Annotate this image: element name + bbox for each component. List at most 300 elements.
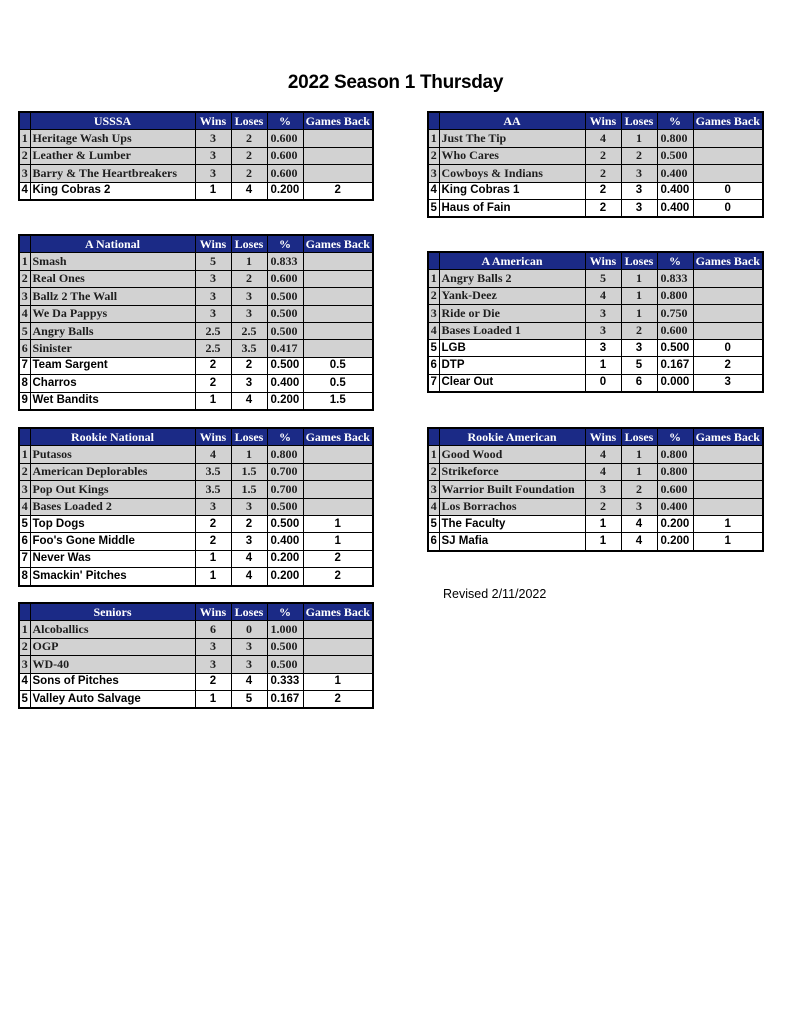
table-row (428, 147, 763, 164)
team-name: Top Dogs (30, 515, 195, 532)
team-name: Team Sargent (30, 357, 195, 374)
header-wins: Wins (195, 112, 231, 130)
loses-cell: 2 (231, 357, 267, 374)
wins-cell: 3 (195, 270, 231, 287)
loses-cell: 2 (231, 515, 267, 532)
team-name: King Cobras 1 (439, 182, 585, 199)
loses-cell: 3 (621, 165, 657, 182)
header-games-back: Games Back (303, 112, 373, 130)
rank-cell: 4 (428, 182, 439, 199)
pct-cell: 0.833 (657, 270, 693, 287)
pct-cell: 0.200 (267, 392, 303, 410)
pct-cell: 0.800 (657, 287, 693, 304)
rank-cell: 2 (428, 463, 439, 480)
loses-cell: 1 (621, 287, 657, 304)
table-row (428, 533, 763, 551)
wins-cell: 3 (195, 130, 231, 147)
loses-cell: 3 (231, 638, 267, 655)
header-pct: % (267, 235, 303, 253)
wins-cell: 1 (585, 533, 621, 551)
wins-cell: 3.5 (195, 463, 231, 480)
table-row (19, 638, 373, 655)
games-back-cell (303, 147, 373, 164)
division-name: A American (439, 252, 585, 270)
team-name: We Da Pappys (30, 305, 195, 322)
rank-cell: 4 (19, 498, 30, 515)
team-name: Heritage Wash Ups (30, 130, 195, 147)
rank-cell: 6 (19, 340, 30, 357)
rank-cell: 1 (428, 270, 439, 287)
loses-cell: 4 (231, 673, 267, 690)
games-back-cell (303, 165, 373, 182)
loses-cell: 2 (621, 481, 657, 498)
header-loses: Loses (231, 235, 267, 253)
header-pct: % (657, 252, 693, 270)
wins-cell: 2.5 (195, 340, 231, 357)
team-name: The Faculty (439, 515, 585, 532)
header-pct: % (267, 428, 303, 446)
rank-cell: 1 (19, 253, 30, 270)
division-table-rookie-american (427, 427, 764, 552)
games-back-cell (693, 305, 763, 322)
table-row (428, 446, 763, 463)
wins-cell: 2 (195, 375, 231, 392)
table-row (428, 270, 763, 287)
games-back-cell (303, 656, 373, 673)
games-back-cell (303, 463, 373, 480)
header-blank (19, 235, 30, 253)
team-name: Sinister (30, 340, 195, 357)
division-name: AA (439, 112, 585, 130)
wins-cell: 4 (585, 463, 621, 480)
rank-cell: 6 (19, 533, 30, 550)
table-row (19, 322, 373, 339)
games-back-cell (693, 446, 763, 463)
table-row (19, 147, 373, 164)
rank-cell: 6 (428, 533, 439, 551)
header-games-back: Games Back (693, 428, 763, 446)
games-back-cell: 2 (303, 568, 373, 586)
games-back-cell (303, 340, 373, 357)
pct-cell: 0.167 (267, 690, 303, 708)
games-back-cell (693, 498, 763, 515)
games-back-cell (303, 498, 373, 515)
games-back-cell (303, 253, 373, 270)
loses-cell: 0 (231, 621, 267, 638)
loses-cell: 1 (621, 305, 657, 322)
table-row (19, 392, 373, 410)
games-back-cell: 0.5 (303, 357, 373, 374)
pct-cell: 0.417 (267, 340, 303, 357)
table-row (19, 550, 373, 567)
games-back-cell (303, 446, 373, 463)
wins-cell: 3 (195, 147, 231, 164)
header-games-back: Games Back (303, 603, 373, 621)
team-name: Smash (30, 253, 195, 270)
division-table-rookie-national (18, 427, 374, 587)
header-blank (19, 428, 30, 446)
rank-cell: 7 (19, 550, 30, 567)
rank-cell: 3 (428, 165, 439, 182)
pct-cell: 0.400 (267, 375, 303, 392)
rank-cell: 5 (19, 515, 30, 532)
division-table-a-american (427, 251, 764, 393)
games-back-cell (693, 481, 763, 498)
wins-cell: 3 (195, 288, 231, 305)
team-name: Cowboys & Indians (439, 165, 585, 182)
wins-cell: 3 (195, 638, 231, 655)
pct-cell: 0.200 (657, 533, 693, 551)
header-blank (428, 428, 439, 446)
wins-cell: 5 (195, 253, 231, 270)
loses-cell: 4 (231, 568, 267, 586)
wins-cell: 4 (585, 446, 621, 463)
pct-cell: 0.700 (267, 481, 303, 498)
games-back-cell (303, 288, 373, 305)
wins-cell: 1 (195, 568, 231, 586)
team-name: Bases Loaded 2 (30, 498, 195, 515)
pct-cell: 0.200 (657, 515, 693, 532)
header-wins: Wins (195, 235, 231, 253)
games-back-cell: 2 (693, 357, 763, 374)
pct-cell: 0.200 (267, 550, 303, 567)
pct-cell: 0.600 (267, 165, 303, 182)
wins-cell: 3 (195, 305, 231, 322)
table-row (19, 498, 373, 515)
table-row (19, 165, 373, 182)
loses-cell: 1 (231, 253, 267, 270)
revised-date: Revised 2/11/2022 (443, 587, 547, 601)
division-name: USSSA (30, 112, 195, 130)
rank-cell: 2 (19, 463, 30, 480)
games-back-cell: 3 (693, 374, 763, 392)
rank-cell: 4 (19, 182, 30, 200)
rank-cell: 3 (19, 656, 30, 673)
games-back-cell: 0.5 (303, 375, 373, 392)
team-name: Yank-Deez (439, 287, 585, 304)
games-back-cell (693, 270, 763, 287)
wins-cell: 5 (585, 270, 621, 287)
games-back-cell (303, 270, 373, 287)
loses-cell: 2 (231, 270, 267, 287)
games-back-cell (303, 481, 373, 498)
wins-cell: 1 (585, 515, 621, 532)
rank-cell: 1 (19, 621, 30, 638)
pct-cell: 0.500 (657, 339, 693, 356)
table-row (19, 375, 373, 392)
pct-cell: 0.800 (657, 130, 693, 147)
table-row (19, 621, 373, 638)
division-name: Rookie National (30, 428, 195, 446)
loses-cell: 3 (231, 533, 267, 550)
table-header (19, 428, 373, 446)
header-loses: Loses (621, 428, 657, 446)
pct-cell: 0.500 (267, 357, 303, 374)
pct-cell: 0.500 (267, 288, 303, 305)
rank-cell: 8 (19, 375, 30, 392)
games-back-cell: 0 (693, 199, 763, 217)
table-row (19, 533, 373, 550)
wins-cell: 2 (585, 199, 621, 217)
wins-cell: 4 (585, 130, 621, 147)
pct-cell: 0.600 (657, 481, 693, 498)
header-games-back: Games Back (303, 428, 373, 446)
team-name: Valley Auto Salvage (30, 690, 195, 708)
pct-cell: 0.800 (657, 446, 693, 463)
wins-cell: 3 (195, 656, 231, 673)
wins-cell: 2 (585, 498, 621, 515)
games-back-cell: 1 (693, 533, 763, 551)
header-wins: Wins (195, 428, 231, 446)
rank-cell: 9 (19, 392, 30, 410)
division-name: Rookie American (439, 428, 585, 446)
wins-cell: 2 (195, 515, 231, 532)
rank-cell: 2 (428, 147, 439, 164)
loses-cell: 3 (231, 498, 267, 515)
games-back-cell (693, 287, 763, 304)
wins-cell: 1 (195, 182, 231, 200)
team-name: Strikeforce (439, 463, 585, 480)
table-row (428, 287, 763, 304)
header-loses: Loses (621, 112, 657, 130)
team-name: Ballz 2 The Wall (30, 288, 195, 305)
rank-cell: 4 (428, 498, 439, 515)
team-name: Barry & The Heartbreakers (30, 165, 195, 182)
team-name: Warrior Built Foundation (439, 481, 585, 498)
rank-cell: 1 (428, 130, 439, 147)
header-wins: Wins (585, 112, 621, 130)
games-back-cell (693, 322, 763, 339)
table-row (428, 357, 763, 374)
header-wins: Wins (585, 252, 621, 270)
wins-cell: 1 (195, 690, 231, 708)
wins-cell: 0 (585, 374, 621, 392)
games-back-cell: 0 (693, 339, 763, 356)
table-row (19, 481, 373, 498)
table-row (19, 568, 373, 586)
pct-cell: 0.800 (657, 463, 693, 480)
rank-cell: 5 (428, 515, 439, 532)
loses-cell: 4 (231, 392, 267, 410)
team-name: Real Ones (30, 270, 195, 287)
rank-cell: 8 (19, 568, 30, 586)
pct-cell: 0.833 (267, 253, 303, 270)
rank-cell: 1 (19, 446, 30, 463)
table-row (428, 339, 763, 356)
header-loses: Loses (231, 112, 267, 130)
wins-cell: 3 (585, 339, 621, 356)
loses-cell: 2 (231, 165, 267, 182)
loses-cell: 2 (231, 147, 267, 164)
division-table-aa (427, 111, 764, 218)
team-name: Ride or Die (439, 305, 585, 322)
wins-cell: 4 (195, 446, 231, 463)
wins-cell: 2 (585, 147, 621, 164)
pct-cell: 0.400 (657, 199, 693, 217)
table-row (428, 322, 763, 339)
team-name: Who Cares (439, 147, 585, 164)
team-name: Clear Out (439, 374, 585, 392)
team-name: Alcoballics (30, 621, 195, 638)
loses-cell: 3.5 (231, 340, 267, 357)
wins-cell: 3 (195, 165, 231, 182)
loses-cell: 3 (231, 305, 267, 322)
rank-cell: 4 (428, 322, 439, 339)
rank-cell: 5 (19, 322, 30, 339)
wins-cell: 6 (195, 621, 231, 638)
wins-cell: 2 (195, 357, 231, 374)
header-pct: % (657, 428, 693, 446)
header-loses: Loses (231, 428, 267, 446)
team-name: Sons of Pitches (30, 673, 195, 690)
wins-cell: 1 (585, 357, 621, 374)
pct-cell: 0.500 (267, 638, 303, 655)
wins-cell: 2 (585, 165, 621, 182)
pct-cell: 0.400 (657, 182, 693, 199)
pct-cell: 0.400 (267, 533, 303, 550)
header-pct: % (267, 603, 303, 621)
pct-cell: 0.500 (267, 498, 303, 515)
rank-cell: 7 (19, 357, 30, 374)
loses-cell: 1 (231, 446, 267, 463)
header-blank (19, 112, 30, 130)
games-back-cell: 2 (303, 550, 373, 567)
loses-cell: 2.5 (231, 322, 267, 339)
wins-cell: 3.5 (195, 481, 231, 498)
team-name: Putasos (30, 446, 195, 463)
wins-cell: 4 (585, 287, 621, 304)
games-back-cell: 1 (303, 533, 373, 550)
rank-cell: 4 (19, 305, 30, 322)
loses-cell: 4 (621, 533, 657, 551)
table-row (19, 446, 373, 463)
rank-cell: 3 (19, 165, 30, 182)
wins-cell: 2.5 (195, 322, 231, 339)
table-header (428, 252, 763, 270)
division-table-seniors (18, 602, 374, 709)
rank-cell: 2 (428, 287, 439, 304)
table-row (19, 656, 373, 673)
games-back-cell: 1 (303, 673, 373, 690)
table-row (19, 690, 373, 708)
loses-cell: 2 (621, 147, 657, 164)
table-row (19, 253, 373, 270)
loses-cell: 3 (231, 375, 267, 392)
division-table-a-national (18, 234, 374, 411)
table-row (428, 199, 763, 217)
table-row (19, 130, 373, 147)
loses-cell: 3 (231, 288, 267, 305)
loses-cell: 3 (621, 339, 657, 356)
loses-cell: 3 (621, 199, 657, 217)
team-name: SJ Mafia (439, 533, 585, 551)
pct-cell: 0.200 (267, 182, 303, 200)
rank-cell: 5 (428, 339, 439, 356)
team-name: LGB (439, 339, 585, 356)
table-row (19, 357, 373, 374)
games-back-cell (303, 305, 373, 322)
pct-cell: 0.600 (267, 270, 303, 287)
pct-cell: 0.600 (267, 147, 303, 164)
table-row (428, 515, 763, 532)
wins-cell: 1 (195, 392, 231, 410)
games-back-cell: 2 (303, 182, 373, 200)
loses-cell: 1 (621, 463, 657, 480)
team-name: Angry Balls 2 (439, 270, 585, 287)
team-name: Foo's Gone Middle (30, 533, 195, 550)
pct-cell: 0.500 (267, 656, 303, 673)
games-back-cell (693, 165, 763, 182)
pct-cell: 0.500 (657, 147, 693, 164)
pct-cell: 0.167 (657, 357, 693, 374)
rank-cell: 3 (428, 305, 439, 322)
table-row (428, 182, 763, 199)
table-row (428, 305, 763, 322)
pct-cell: 0.200 (267, 568, 303, 586)
rank-cell: 7 (428, 374, 439, 392)
games-back-cell (693, 463, 763, 480)
header-blank (428, 252, 439, 270)
header-pct: % (267, 112, 303, 130)
table-header (19, 235, 373, 253)
pct-cell: 0.400 (657, 165, 693, 182)
rank-cell: 2 (19, 270, 30, 287)
loses-cell: 5 (231, 690, 267, 708)
games-back-cell (693, 130, 763, 147)
games-back-cell: 1.5 (303, 392, 373, 410)
team-name: Angry Balls (30, 322, 195, 339)
table-row (19, 463, 373, 480)
games-back-cell (303, 130, 373, 147)
rank-cell: 4 (19, 673, 30, 690)
rank-cell: 3 (19, 288, 30, 305)
table-row (428, 374, 763, 392)
loses-cell: 3 (621, 182, 657, 199)
loses-cell: 1 (621, 130, 657, 147)
header-games-back: Games Back (693, 112, 763, 130)
table-row (428, 130, 763, 147)
team-name: DTP (439, 357, 585, 374)
wins-cell: 2 (195, 673, 231, 690)
pct-cell: 0.500 (267, 322, 303, 339)
table-row (19, 288, 373, 305)
loses-cell: 1.5 (231, 481, 267, 498)
table-row (19, 182, 373, 200)
pct-cell: 0.000 (657, 374, 693, 392)
pct-cell: 0.333 (267, 673, 303, 690)
team-name: OGP (30, 638, 195, 655)
table-row (19, 305, 373, 322)
rank-cell: 2 (19, 147, 30, 164)
page-title: 2022 Season 1 Thursday (287, 72, 504, 93)
wins-cell: 2 (195, 533, 231, 550)
rank-cell: 1 (428, 446, 439, 463)
games-back-cell: 1 (693, 515, 763, 532)
rank-cell: 3 (19, 481, 30, 498)
table-row (428, 481, 763, 498)
table-header (19, 603, 373, 621)
table-row (428, 498, 763, 515)
rank-cell: 6 (428, 357, 439, 374)
header-wins: Wins (585, 428, 621, 446)
team-name: King Cobras 2 (30, 182, 195, 200)
team-name: Just The Tip (439, 130, 585, 147)
pct-cell: 0.750 (657, 305, 693, 322)
loses-cell: 1.5 (231, 463, 267, 480)
header-loses: Loses (621, 252, 657, 270)
team-name: Los Borrachos (439, 498, 585, 515)
table-header (428, 428, 763, 446)
